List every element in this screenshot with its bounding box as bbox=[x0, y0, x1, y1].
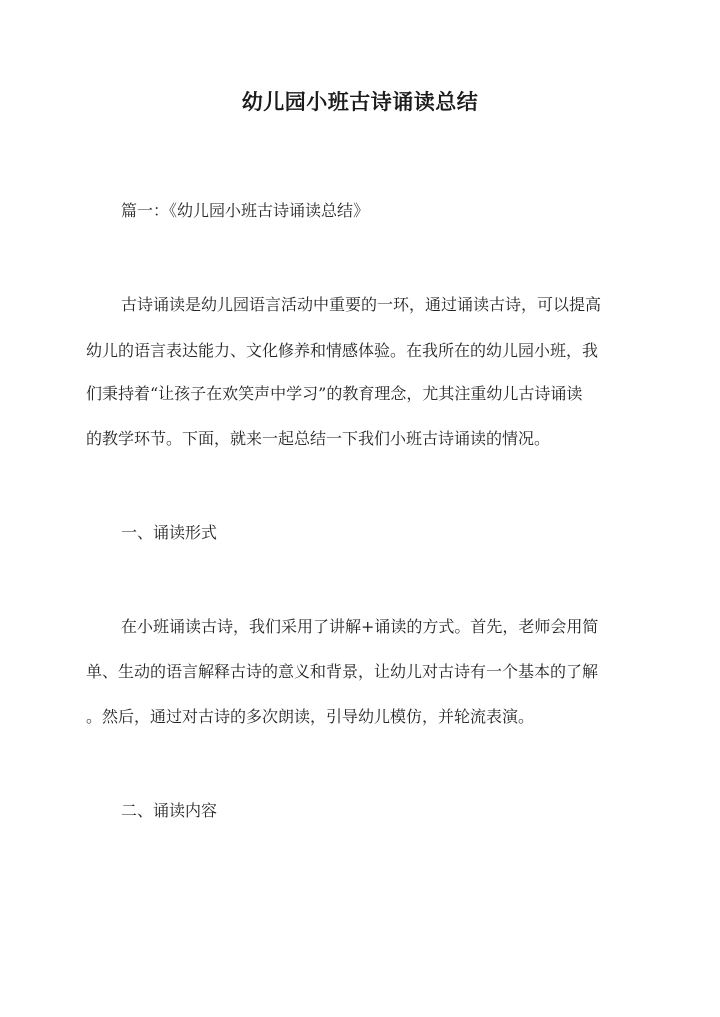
paragraph-2-line-3: 。然后，通过对古诗的多次朗读，引导幼儿模仿，并轮流表演。 bbox=[86, 707, 535, 726]
heading-reading-form: 一、诵读形式 bbox=[121, 523, 218, 542]
paragraph-1-line-4: 的教学环节。下面，就来一起总结一下我们小班古诗诵读的情况。 bbox=[86, 429, 551, 448]
paragraph-1-line-3: 们秉持着“让孩子在欢笑声中学习”的教育理念，尤其注重幼儿古诗诵读 bbox=[86, 384, 583, 403]
paragraph-2-line-1: 在小班诵读古诗，我们采用了讲解+诵读的方式。首先，老师会用简 bbox=[121, 617, 599, 636]
paragraph-1-line-2: 幼儿的语言表达能力、文化修养和情感体验。在我所在的幼儿园小班，我 bbox=[86, 341, 599, 360]
document-title: 幼儿园小班古诗诵读总结 bbox=[241, 89, 479, 114]
section-subtitle: 篇一：《幼儿园小班古诗诵读总结》 bbox=[121, 201, 370, 220]
paragraph-1-line-1: 古诗诵读是幼儿园语言活动中重要的一环，通过诵读古诗，可以提高 bbox=[121, 295, 602, 314]
paragraph-2-line-2: 单、生动的语言解释古诗的意义和背景，让幼儿对古诗有一个基本的了解 bbox=[86, 662, 599, 681]
heading-reading-content: 二、诵读内容 bbox=[121, 801, 218, 820]
